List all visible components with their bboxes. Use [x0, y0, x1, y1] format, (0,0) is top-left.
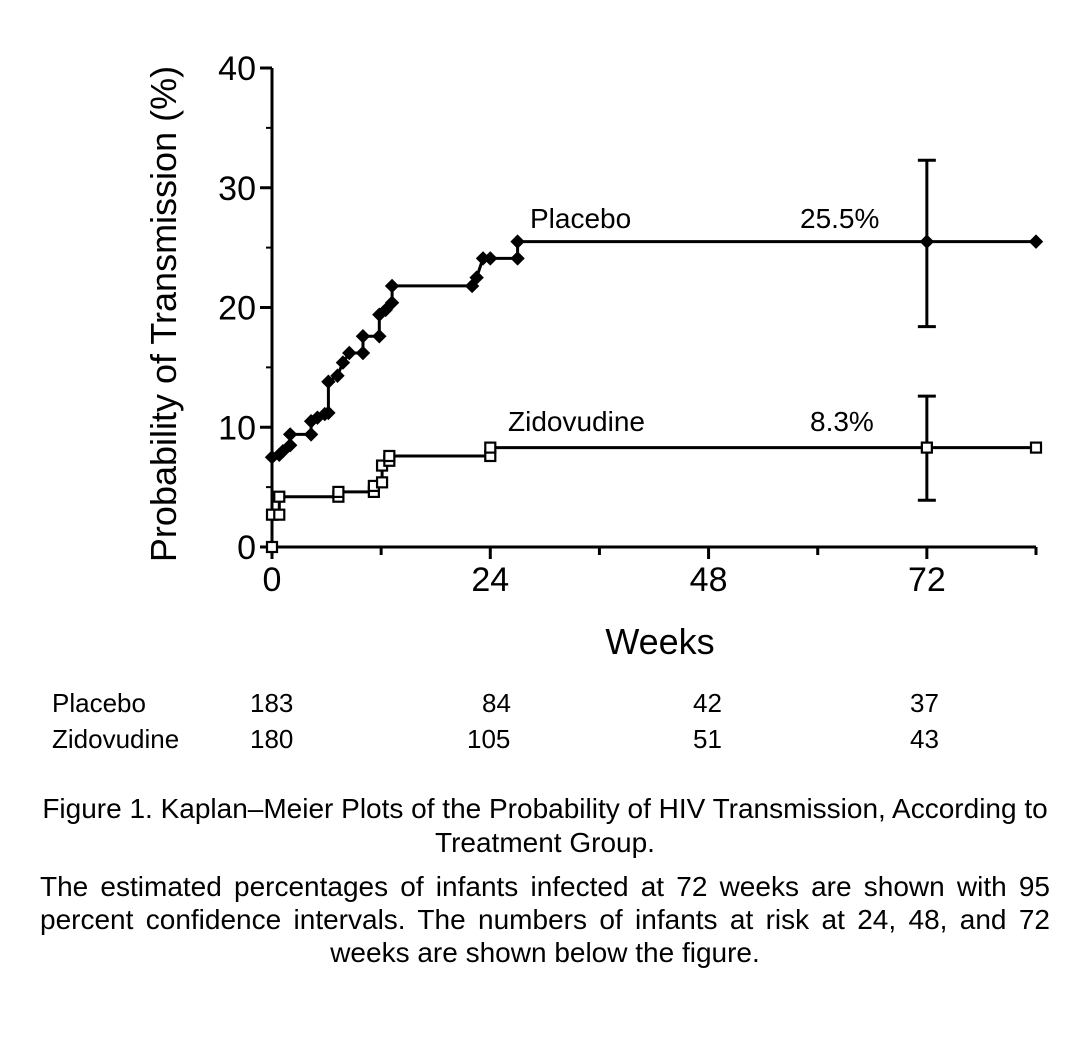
at-risk-count: 43	[910, 724, 939, 754]
at-risk-count: 180	[250, 724, 294, 754]
at-risk-table	[0, 688, 1082, 758]
x-tick-label: 0	[262, 561, 282, 599]
y-tick-label: 0	[237, 529, 256, 567]
zidovudine-point	[267, 542, 277, 552]
placebo-point	[484, 252, 497, 265]
at-risk-count: 37	[910, 688, 939, 718]
x-axis-label: Weeks	[605, 621, 715, 662]
at-risk-count: 42	[693, 688, 722, 718]
y-tick-label: 20	[218, 289, 256, 328]
zidovudine-series-label: Zidovudine	[508, 406, 645, 437]
at-risk-count: 183	[250, 688, 294, 718]
figure-caption	[40, 792, 1050, 969]
zidovudine-point	[1031, 443, 1041, 453]
placebo-curve	[272, 242, 1036, 458]
y-tick-label: 10	[218, 409, 256, 448]
placebo-series-label: Placebo	[530, 203, 632, 234]
placebo-estimate-label: 25.5%	[800, 203, 880, 234]
zidovudine-point	[384, 451, 394, 461]
x-tick-label: 24	[471, 561, 510, 599]
placebo-point	[511, 252, 524, 265]
placebo-point	[284, 428, 297, 441]
y-axis-label: Probability of Transmission (%)	[143, 65, 184, 563]
x-tick-label: 72	[907, 561, 946, 599]
zidovudine-point	[485, 443, 495, 453]
placebo-point	[305, 428, 318, 441]
zidovudine-point	[377, 477, 387, 487]
placebo-point	[356, 330, 369, 343]
zidovudine-point	[274, 510, 284, 520]
at-risk-count: 105	[467, 724, 511, 754]
at-risk-row-label: Zidovudine	[52, 724, 180, 754]
figure-description: The estimated percentages of infants infected at 72 weeks are shown with 95 percent confidence intervals. The numbers of infants at risk at 24, 48, and 72 weeks are shown below the figure.	[40, 871, 1050, 968]
zidovudine-point	[274, 492, 284, 502]
placebo-point	[386, 279, 399, 292]
placebo-point	[356, 347, 369, 360]
placebo-point	[511, 235, 524, 248]
zidovudine-point	[922, 443, 932, 453]
zidovudine-point	[333, 487, 343, 497]
at-risk-count: 51	[693, 724, 722, 754]
at-risk-row-label: Placebo	[52, 688, 146, 718]
placebo-point	[920, 235, 933, 248]
y-tick-label: 40	[218, 50, 256, 88]
placebo-point	[373, 330, 386, 343]
axes	[218, 50, 1036, 599]
x-tick-label: 48	[689, 561, 728, 599]
figure-title: Figure 1. Kaplan–Meier Plots of the Probability of HIV Transmission, According to Treatment Group.	[42, 793, 1048, 858]
series-layer	[266, 160, 1043, 552]
at-risk-count: 84	[482, 688, 511, 718]
zidovudine-estimate-label: 8.3%	[810, 406, 874, 437]
y-tick-label: 30	[218, 169, 256, 208]
placebo-point	[1030, 235, 1043, 248]
